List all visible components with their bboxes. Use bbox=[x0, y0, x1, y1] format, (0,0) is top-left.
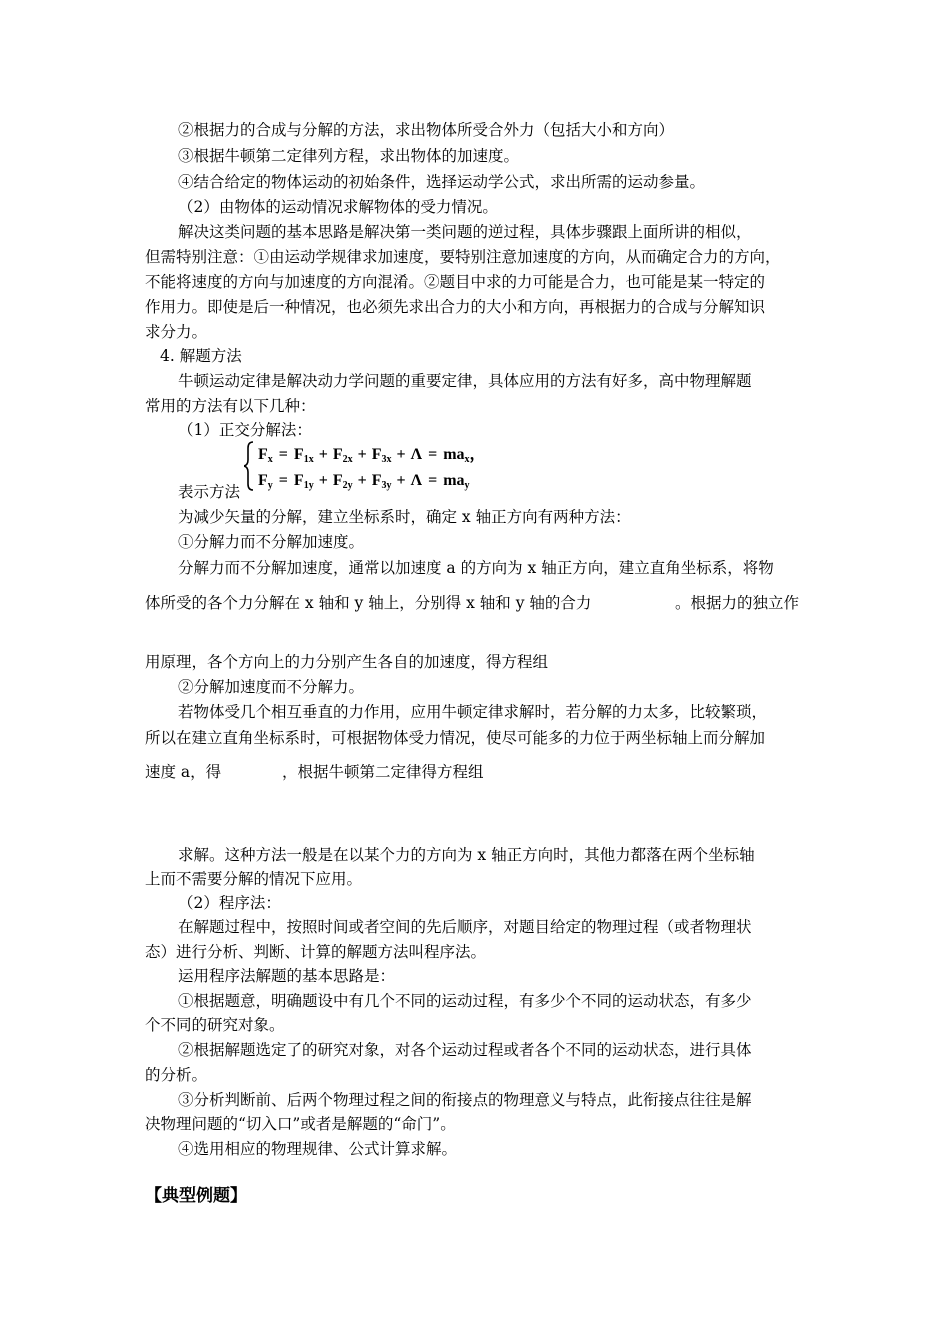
text-line: ①分解力而不分解加速度。 bbox=[178, 533, 365, 551]
svg-text:Fx=F1x+F2x+F3x+Λ=max，: Fx = F1x + F2x + F3x + Λ = max， bbox=[258, 446, 486, 465]
text-line: 速度 a，得 bbox=[145, 763, 222, 781]
text-line: 决物理问题的“切入口”或者是解题的“命门”。 bbox=[145, 1115, 456, 1133]
text-line: 求分力。 bbox=[145, 323, 208, 341]
text-line: 态）进行分析、判断、计算的解题方法叫程序法。 bbox=[145, 943, 487, 961]
text-line: 在解题过程中，按照时间或者空间的先后顺序，对题目给定的物理过程（或者物理状 bbox=[178, 918, 752, 936]
text-line: 解决这类问题的基本思路是解决第一类问题的逆过程，具体步骤跟上面所讲的相似， bbox=[178, 223, 752, 241]
equation-row-x bbox=[258, 446, 486, 465]
text-line: （2）由物体的运动情况求解物体的受力情况。 bbox=[178, 198, 498, 216]
text-line: 所以在建立直角坐标系时，可根据物体受力情况，使尽可能多的力位于两坐标轴上而分解加 bbox=[145, 729, 766, 747]
text-line: ①根据题意，明确题设中有几个不同的运动过程，有多少个不同的运动状态，有多少 bbox=[178, 992, 752, 1010]
text-line: ④结合给定的物体运动的初始条件，选择运动学公式，求出所需的运动参量。 bbox=[178, 173, 706, 191]
section-heading-typical-examples: 【典型例题】 bbox=[145, 1186, 247, 1206]
text-line: ，根据牛顿第二定律得方程组 bbox=[282, 763, 484, 781]
svg-text:Fy=F1y+F2y+F3y+Λ=may: Fy = F1y + F2y + F3y + Λ = may bbox=[258, 472, 470, 491]
text-line: 但需特别注意：①由运动学规律求加速度，要特别注意加速度的方向，从而确定合力的方向， bbox=[145, 248, 781, 266]
text-line: （2）程序法： bbox=[178, 894, 281, 912]
text-line: 常用的方法有以下几种： bbox=[145, 397, 316, 415]
text-line: 的分析。 bbox=[145, 1066, 208, 1084]
text-line: ③根据牛顿第二定律列方程，求出物体的加速度。 bbox=[178, 147, 520, 165]
text-line: ③分析判断前、后两个物理过程之间的衔接点的物理意义与特点，此衔接点往往是解 bbox=[178, 1091, 752, 1109]
text-line: 分解力而不分解加速度，通常以加速度 a 的方向为 x 轴正方向，建立直角坐标系，将物 bbox=[178, 559, 774, 577]
text-line: 牛顿运动定律是解决动力学问题的重要定律，具体应用的方法有好多，高中物理解题 bbox=[178, 372, 752, 390]
equation-row-y bbox=[258, 472, 470, 491]
text-line: 为减少矢量的分解，建立坐标系时，确定 x 轴正方向有两种方法： bbox=[178, 508, 631, 526]
text-line: ②根据力的合成与分解的方法，求出物体所受合外力（包括大小和方向） bbox=[178, 121, 675, 139]
text-line: 运用程序法解题的基本思路是： bbox=[178, 967, 396, 985]
text-line: 不能将速度的方向与加速度的方向混淆。②题目中求的力可能是合力，也可能是某一特定的 bbox=[145, 273, 766, 291]
text-line: 求解。这种方法一般是在以某个力的方向为 x 轴正方向时，其他力都落在两个坐标轴 bbox=[178, 846, 755, 864]
text-line: （1）正交分解法： bbox=[178, 421, 312, 439]
section-heading: 4. 解题方法 bbox=[160, 347, 242, 365]
text-line: 。根据力的独立作 bbox=[675, 594, 800, 612]
text-line: 作用力。即使是后一种情况，也必须先求出合力的大小和方向，再根据力的合成与分解知识 bbox=[145, 298, 766, 316]
text-line: 上而不需要分解的情况下应用。 bbox=[145, 870, 363, 888]
text-line: ②根据解题选定了的研究对象，对各个运动过程或者各个不同的运动状态，进行具体 bbox=[178, 1041, 752, 1059]
text-line: 若物体受几个相互垂直的力作用，应用牛顿定律求解时，若分解的力太多，比较繁琐， bbox=[178, 703, 768, 721]
orthogonal-decomposition-equations bbox=[244, 440, 494, 492]
text-line: 体所受的各个力分解在 x 轴和 y 轴上，分别得 x 轴和 y 轴的合力 bbox=[145, 594, 592, 612]
text-line: ④选用相应的物理规律、公式计算求解。 bbox=[178, 1140, 458, 1158]
equation-brace bbox=[244, 442, 253, 490]
text-line: 用原理，各个方向上的力分别产生各自的加速度，得方程组 bbox=[145, 653, 549, 671]
text-line: ②分解加速度而不分解力。 bbox=[178, 678, 365, 696]
text-line: 个不同的研究对象。 bbox=[145, 1016, 285, 1034]
text-line: 表示方法 bbox=[178, 483, 241, 501]
